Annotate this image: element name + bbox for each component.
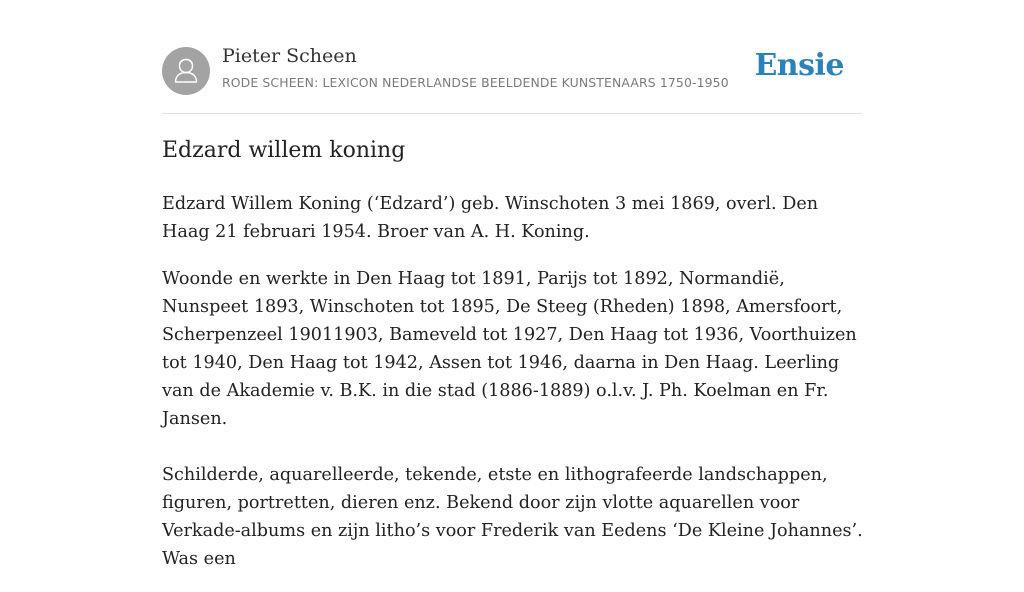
author-name[interactable]: Pieter Scheen [222, 45, 357, 67]
article-title: Edzard willem koning [162, 138, 406, 163]
article-header [162, 0, 862, 114]
article-page [162, 0, 863, 569]
paragraph-work: Schilderde, aquarelleerde, tekende, etste en lithografeerde landschappen, figuren, portretten, dieren enz. Bekend door zijn vlotte aquarellen voor Verkade-albums en zijn litho’s voor Frederik van Eedens ‘De Kleine Johannes’. Was een [162, 465, 863, 569]
paragraph-residences: Woonde en werkte in Den Haag tot 1891, Parijs tot 1892, Normandië, Nunspeet 1893, Winschoten tot 1895, De Steeg (Rheden) 1898, Amersfoort, Scherpenzeel 19011903, Bameveld tot 1927, Den Haag tot 1936, Voorthuizen tot 1940, Den Haag tot 1942, Assen tot 1946, daarna in Den Haag. Leerling van de Akademie v. B.K. in die stad (1886-1889) o.l.v. J. Ph. Koelman en Fr. Jansen. [162, 269, 857, 429]
source-label[interactable]: RODE SCHEEN: LEXICON NEDERLANDSE BEELDENDE KUNSTENAARS 1750-1950 [222, 75, 729, 90]
avatar-silhouette [162, 47, 210, 95]
article-body [162, 190, 866, 592]
user-avatar-icon[interactable] [162, 47, 210, 95]
ensie-logo[interactable]: Ensie [754, 48, 844, 83]
paragraph-birth-info: Edzard Willem Koning (‘Edzard’) geb. Winschoten 3 mei 1869, overl. Den Haag 21 februari 1954. Broer van A. H. Koning. [162, 194, 819, 242]
